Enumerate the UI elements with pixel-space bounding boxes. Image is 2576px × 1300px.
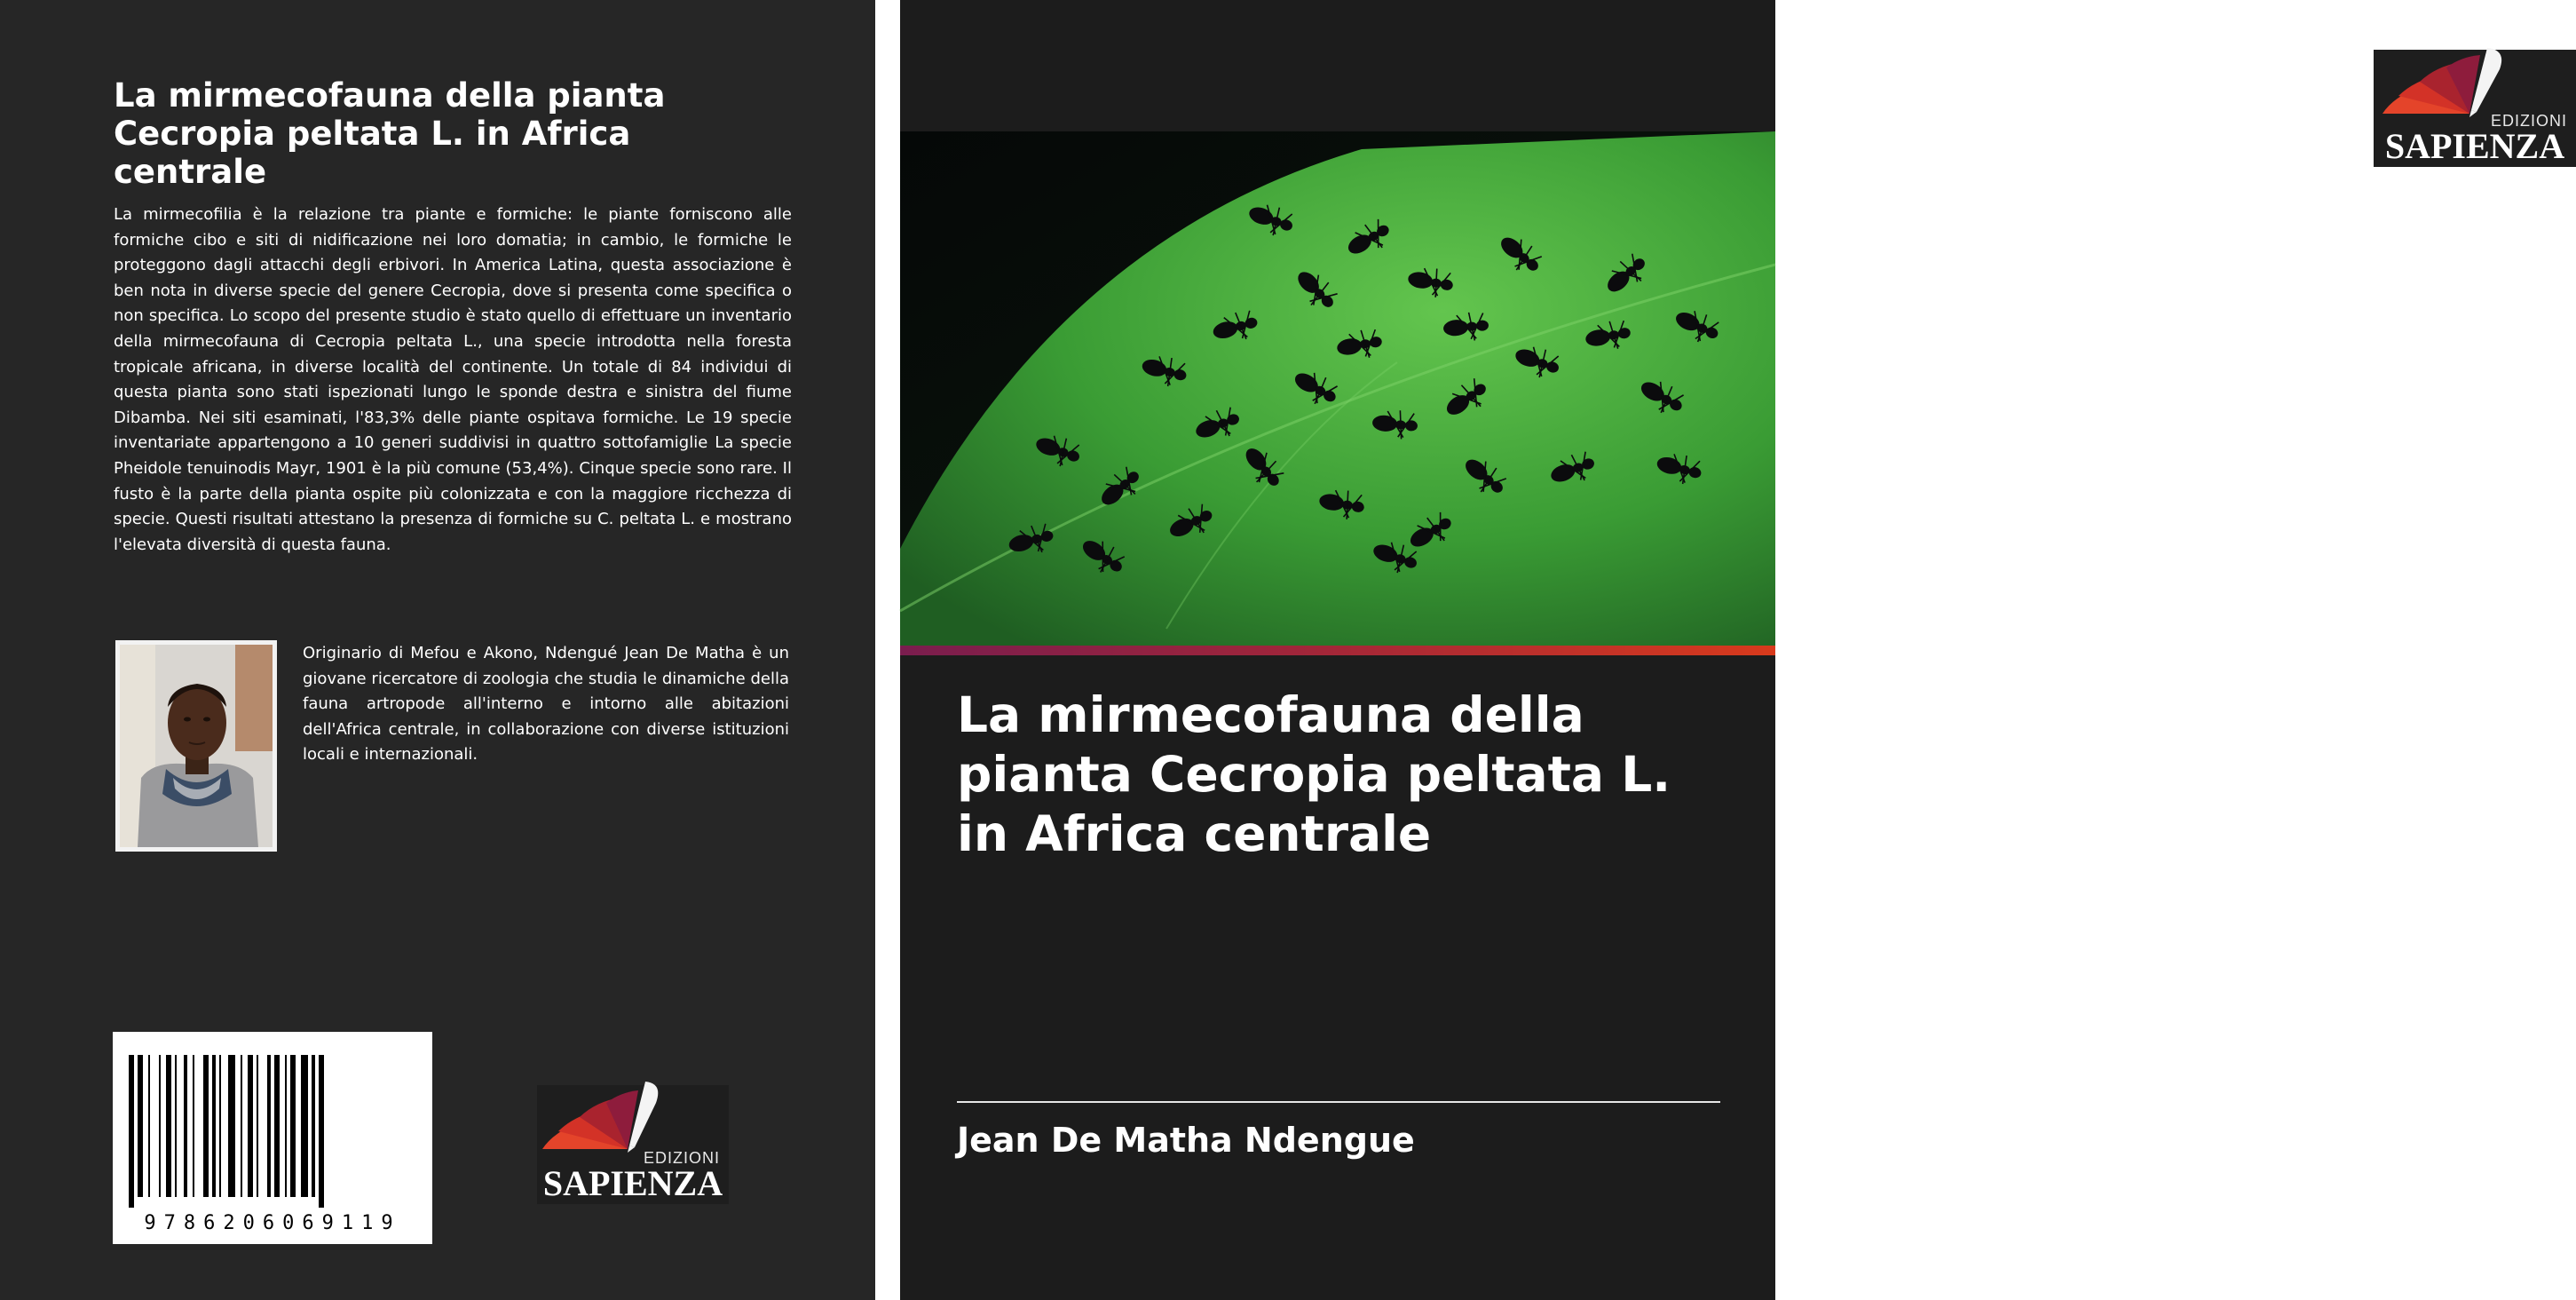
front-cover-title: La mirmecofauna della pianta Cecropia peltata L. in Africa centrale <box>957 686 1671 862</box>
isbn-barcode <box>113 1032 432 1244</box>
author-photo <box>115 640 277 852</box>
svg-text:SAPIENZA: SAPIENZA <box>2384 126 2565 166</box>
author-divider <box>957 1101 1720 1103</box>
back-cover-blurb: La mirmecofilia è la relazione tra piante e formiche: le piante forniscono alle formiche cibo e siti di nidificazione nei loro domatia; in cambio, le formiche le proteggono dagli attacchi degli erbivori. In America Latina, questa associazione è ben nota in diverse specie del genere Cecropia, dove si presenta come specifica o non specifica. Lo scopo del presente studio è stato quello di effettuare un inventario della mirmecofauna di Cecropia peltata L., una specie introdotta nella foresta tropicale africana, in diverse località del continente. Un totale di 84 individui di questa pianta sono stati ispezionati lungo le sponde destra e sinistra del fiume Dibamba. Nei siti esaminati, l'83,3% delle piante ospitava formiche. Le 19 specie inventariate appartengono a 10 generi suddivisi in quattro sottofamiglie La specie Pheidole tenuinodis Mayr, 1901 è la più comune (53,4%). Cinque specie sono rare. Il fusto è la parte della pianta ospite più colonizzata e con la maggiore ricchezza di specie. Questi risultati attestano la presenza di formiche su C. peltata L. e mostrano l'elevata diversità di questa fauna. <box>114 205 792 554</box>
publisher-logo-front <box>2374 50 2576 167</box>
svg-text:EDIZIONI: EDIZIONI <box>2490 112 2567 130</box>
publisher-logo-back <box>537 1085 729 1204</box>
svg-text:EDIZIONI: EDIZIONI <box>643 1149 720 1167</box>
back-cover <box>0 0 875 1300</box>
isbn-digits: 9786206069119 <box>144 1212 401 1234</box>
cover-photo-ants-on-leaf <box>900 131 1775 646</box>
back-cover-title: La mirmecofauna della pianta Cecropia peltata L. in Africa centrale <box>114 76 666 191</box>
front-cover-author: Jean De Matha Ndengue <box>957 1121 1415 1160</box>
author-bio: Originario di Mefou e Akono, Ndengué Jean De Matha è un giovane ricercatore di zoologia che studia le dinamiche della fauna artropode all'interno e intorno alle abitazioni dell'Africa centrale, in collaborazione con diverse istituzioni locali e internazionali. <box>303 644 789 765</box>
svg-text:SAPIENZA: SAPIENZA <box>542 1163 723 1203</box>
accent-stripe <box>900 646 1775 655</box>
